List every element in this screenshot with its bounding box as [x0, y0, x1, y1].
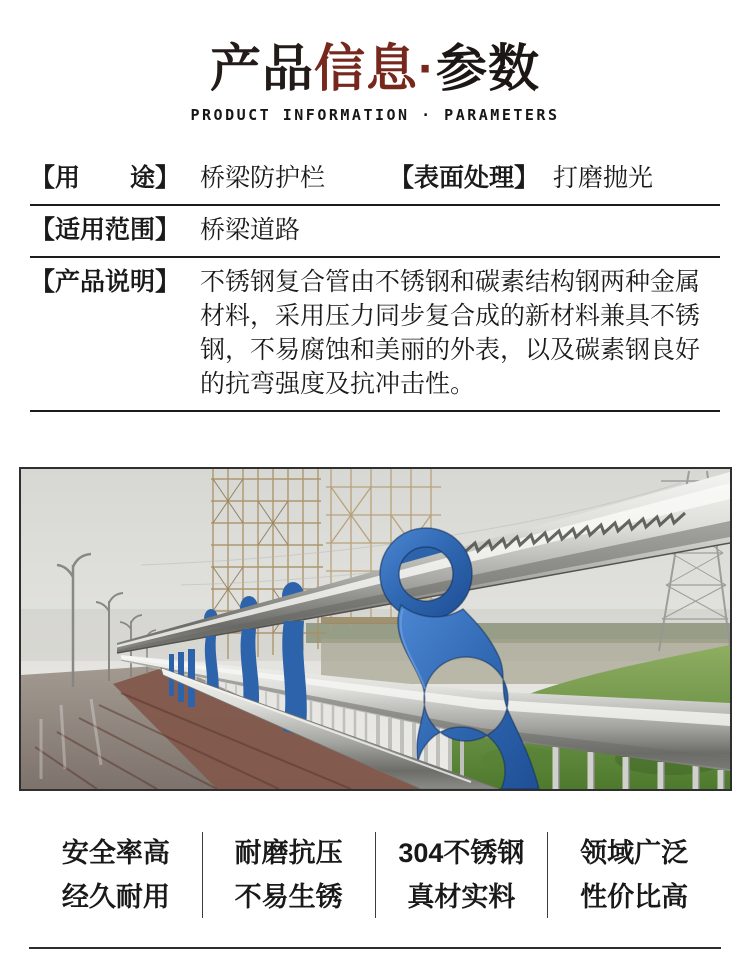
product-photo — [19, 467, 732, 791]
spec-row-scope — [30, 206, 720, 258]
spec-row-usage — [30, 154, 720, 206]
spec-label-scope: 【适用范围】 — [30, 216, 181, 245]
page-subtitle: PRODUCT INFORMATION · PARAMETERS — [190, 106, 560, 125]
spec-label-usage: 【用 途】 — [30, 164, 181, 193]
title-part-2: 参数 — [435, 40, 540, 97]
spec-value-usage: 桥梁防护栏 — [200, 164, 326, 193]
feature-safety-line1: 安全率高 — [61, 838, 170, 869]
feature-range — [548, 829, 720, 921]
page-title — [0, 40, 750, 97]
spec-label-description: 【产品说明】 — [30, 268, 181, 297]
feature-wear-line2: 不易生锈 — [234, 882, 343, 913]
feature-range-line2: 性价比高 — [580, 882, 689, 913]
spec-value-scope: 桥梁道路 — [200, 216, 301, 245]
spec-row-description — [30, 258, 720, 412]
spec-value-description: 不锈钢复合管由不锈钢和碳素结构钢两种金属材料，采用压力同步复合成的新材料兼具不锈钢，不易腐蚀和美丽的外表，以及碳素钢良好的抗弯强度及抗冲击性。 — [200, 268, 701, 399]
feature-strip — [30, 829, 720, 921]
spec-pair-surface — [389, 161, 653, 195]
feature-material — [376, 829, 548, 921]
feature-range-line1: 领域广泛 — [580, 838, 689, 869]
spec-value-surface: 打磨抛光 — [553, 164, 654, 193]
bottom-divider — [29, 947, 721, 949]
spec-table — [30, 154, 720, 412]
spec-label-surface: 【表面处理】 — [389, 164, 540, 193]
feature-safety — [30, 829, 202, 921]
header — [0, 0, 750, 124]
feature-wear-line1: 耐磨抗压 — [234, 838, 343, 869]
feature-wear — [203, 829, 375, 921]
title-part-red: 信息· — [314, 40, 436, 97]
feature-safety-line2: 经久耐用 — [61, 882, 170, 913]
feature-material-line2: 真材实料 — [407, 882, 516, 913]
title-part-1: 产品 — [209, 40, 314, 97]
feature-material-line1: 304不锈钢 — [398, 838, 525, 869]
